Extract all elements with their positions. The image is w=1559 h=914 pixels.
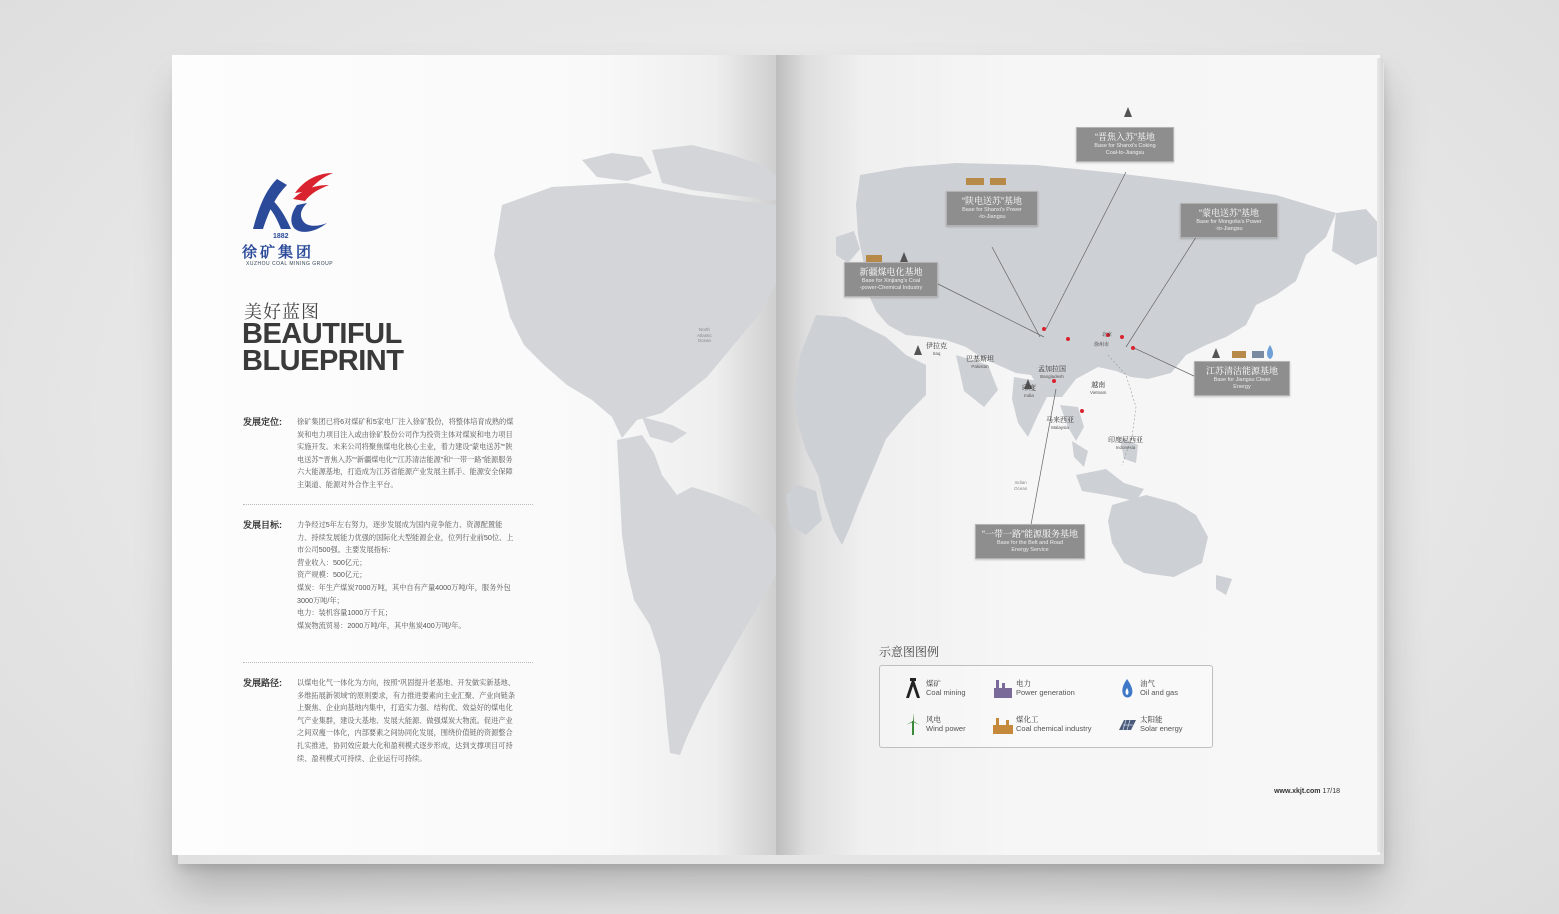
callout-jiangsu-clean: 江苏清洁能源基地 Base for Jiangsu Clean Energy bbox=[1194, 361, 1290, 396]
country-label-bangladesh: 孟加拉国 Bangladesh bbox=[1038, 366, 1066, 379]
left-page bbox=[172, 55, 776, 855]
legend-title: 示意图图例 bbox=[879, 645, 940, 659]
callout-shaanxi-power: “陕电送苏”基地 Base for Shanxi's Power -to-Jiangsu bbox=[946, 191, 1038, 226]
ocean-label: Indian Ocean bbox=[1014, 480, 1028, 491]
country-label-vietnam: 越南 Vietnam bbox=[1090, 382, 1107, 395]
section-positioning: 发展定位: 徐矿集团已将6对煤矿和5家电厂注入徐矿股份，将整体培育成熟的煤 炭和电力项目注入或由徐矿股份公司作为投资主体对煤炭和电力项目 实施开发。未来公司将聚焦煤电化核心主业，着力建设“蒙电送苏”“陕 电送苏”“晋焦入苏”“新疆煤电化”“江苏清洁能源”和“一带一路”能源服务 六大能源基地，打造成为江苏省能源产业发展主抓手、能源安全保障 主渠道、能源对外合作主平台。 bbox=[243, 416, 535, 492]
coal-mining-icon bbox=[902, 676, 924, 700]
callout-belt-road: “一带一路”能源服务基地 Base for the Belt and Road Energy Service bbox=[975, 524, 1085, 559]
footer-url: www.xkjt.com bbox=[1274, 788, 1321, 795]
brand-name: 徐矿集团 bbox=[242, 243, 315, 261]
section-path: 发展路径: 以煤电化气一体化为方向，按照“巩固提升老基地、开发做实新基地、 多维拓展新领域”的原则要求，有力推进要素向主业汇聚、产业向链条 上聚焦、企业向基地内集中，打造实力强、结构优、效益好的煤电化 气产业集群，建设大基地、发展大能源、做强煤炭大物流。促进产业 之间双瘦一体化，内部要素之间协同化发展，围绕价值链的资源整合 扎实推进，协同效应最大化和盈利模式逐步形成，达到支撑项目可持 续、盈利模式可持续、企业运行可持续。 bbox=[243, 677, 535, 765]
ocean-label: North Atlantic Ocean bbox=[697, 327, 712, 343]
legend-box: 煤矿 Coal mining 电力 Power generation 油气 Oil and gas 风电 Wind power 煤化工 Coal chemical industry 太阳能 Solar energy bbox=[879, 665, 1213, 748]
svg-text:1882: 1882 bbox=[273, 233, 289, 240]
section-goals-text: 力争经过5年左右努力，逐步发展成为国内竞争能力、资源配置能 力、持续发展能力优强的国际化大型能源企业，位列行业前50位、上 市公司500强。主要发展指标： 营业收入：500亿元； 资产规模：500亿元； 煤炭：年生产煤炭7000万吨，其中自有产量4000万吨/年，服务外包 3000万吨/年； 电力：装机容量1000万千瓦； 煤炭物流贸易：2000万吨/年，其中焦炭400万吨/年。 bbox=[297, 520, 514, 630]
country-label-india: 印度 India bbox=[1022, 385, 1036, 398]
power-generation-icon bbox=[992, 676, 1014, 700]
section-divider bbox=[243, 504, 533, 505]
solar-energy-icon bbox=[1116, 712, 1138, 736]
city-label-xuzhou: 徐州市 bbox=[1094, 342, 1110, 348]
country-label-iraq: 伊拉克 Iraq bbox=[926, 343, 947, 356]
page-title-cn: 美好蓝图 bbox=[244, 302, 320, 322]
country-label-pakistan: 巴基斯坦 Pakistan bbox=[966, 356, 994, 369]
oil-gas-icon bbox=[1116, 676, 1138, 700]
xcmg-logo bbox=[247, 171, 335, 241]
callout-mongolia-power: “蒙电送苏”基地 Base for Mongolia's Power -to-Jiangsu bbox=[1180, 203, 1278, 238]
page-footer bbox=[1274, 788, 1340, 795]
city-label-beijing: 北京 bbox=[1102, 332, 1113, 338]
footer-page-numbers: 17/18 bbox=[1322, 788, 1340, 795]
wind-power-icon bbox=[902, 712, 924, 736]
section-goals: 发展目标: 力争经过5年左右努力，逐步发展成为国内竞争能力、资源配置能 力、持续发展能力优强的国际化大型能源企业，位列行业前50位、上 市公司500强。主要发展指标： 营业收入：500亿元； 资产规模：500亿元； 煤炭：年生产煤炭7000万吨，其中自有产量4000万吨/年，服务外包 3000万吨/年； 电力：装机容量1000万千瓦； 煤炭物流贸易：2000万吨/年，其中焦炭400万吨/年。 bbox=[243, 519, 535, 632]
page-title-en: BEAUTIFUL BLUEPRINT bbox=[242, 318, 404, 377]
brand-name-en: XUZHOU COAL MINING GROUP bbox=[246, 261, 334, 267]
section-path-text: 以煤电化气一体化为方向，按照“巩固提升老基地、开发做实新基地、 多维拓展新领域”的原则要求，有力推进要素向主业汇聚、产业向链条 上聚焦、企业向基地内集中，打造实力强、结构优、效益好的煤电化 气产业集群，建设大基地、发展大能源、做强煤炭大物流。促进产业 之间双瘦一体化，内部要素之间协同化发展，围绕价值链的资源整合 扎实推进，协同效应最大化和盈利模式逐步形成，达到支撑项目可持 续、盈利模式可持续、企业运行可持续。 bbox=[297, 678, 516, 763]
country-label-indonesia: 印度尼西亚 Indonesia bbox=[1108, 437, 1143, 450]
callout-shanxi-coking: “晋焦入苏”基地 Base for Shanxi's Coking Coal-to-Jiangsu bbox=[1076, 127, 1174, 162]
section-positioning-text: 徐矿集团已将6对煤矿和5家电厂注入徐矿股份，将整体培育成熟的煤 炭和电力项目注入或由徐矿股份公司作为投资主体对煤炭和电力项目 实施开发。未来公司将聚焦煤电化核心主业，着力建设“蒙电送苏”“陕 电送苏”“晋焦入苏”“新疆煤电化”“江苏清洁能源”和“一带一路”能源服务 六大能源基地，打造成为江苏省能源产业发展主抓手、能源安全保障 主渠道、能源对外合作主平台。 bbox=[297, 417, 514, 489]
callout-xinjiang: 新疆煤电化基地 Base for Xinjiang's Coal -power-Chemical Industry bbox=[844, 262, 938, 297]
right-page bbox=[776, 55, 1380, 855]
section-divider bbox=[243, 662, 533, 663]
page-edge bbox=[1377, 58, 1383, 852]
country-label-malaysia: 马来西亚 Malaysia bbox=[1046, 417, 1074, 430]
coal-chemical-icon bbox=[992, 712, 1014, 736]
